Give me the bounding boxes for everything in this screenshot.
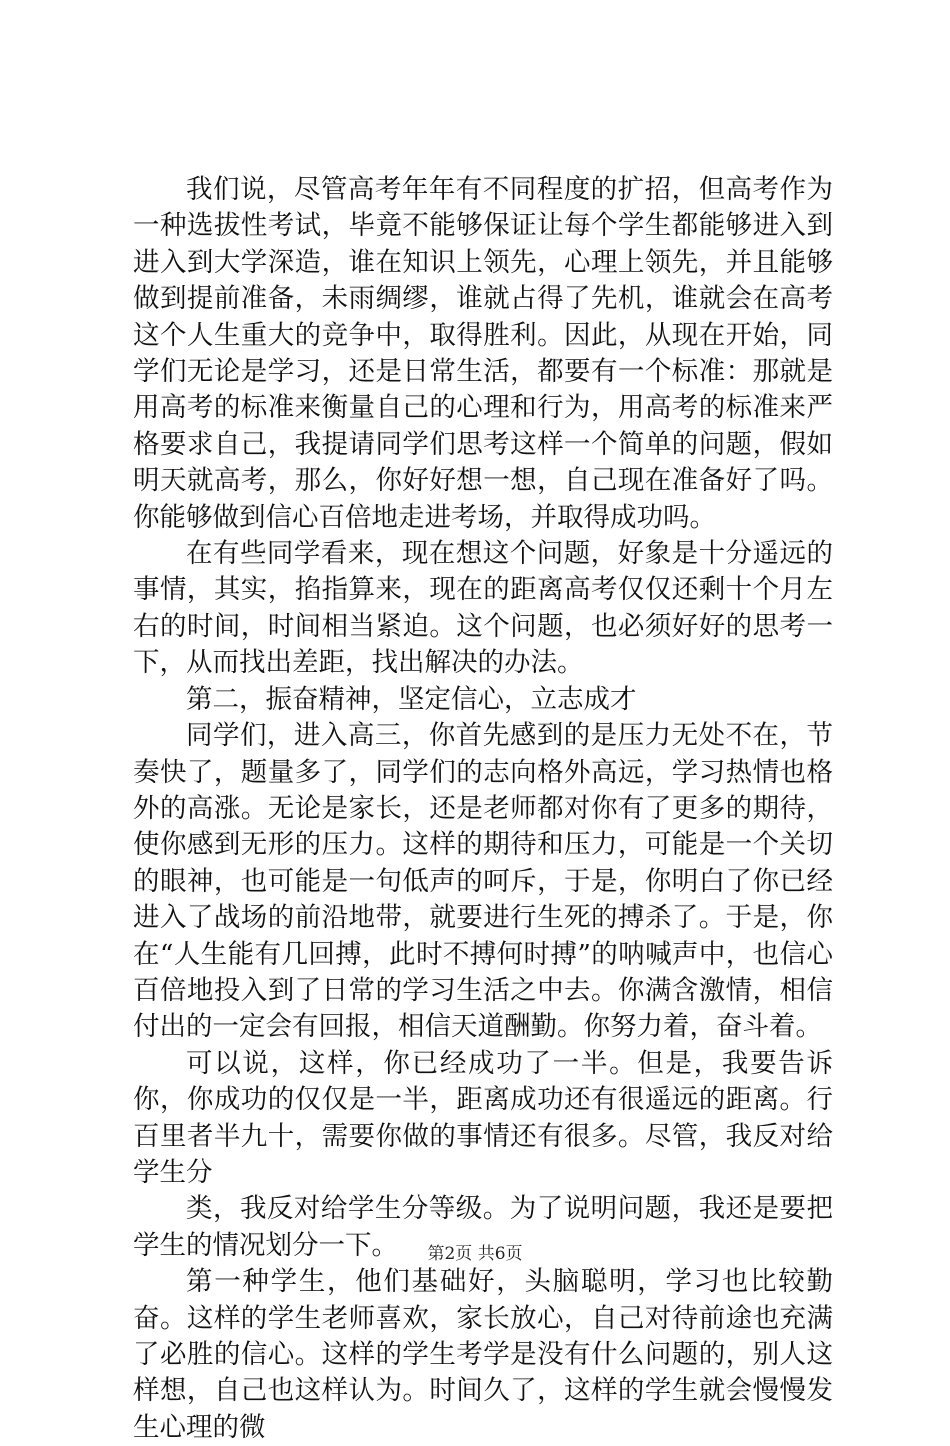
page-number-footer: 第2页 共6页 <box>427 1244 523 1264</box>
section-heading-second: 第二，振奋精神，坚定信心，立志成才 <box>186 683 637 715</box>
paragraph-gaokao-competition: 我们说，尽管高考年年有不同程度的扩招，但高考作为一种选拔性考试，毕竟不能够保证让每个学生都能够进入到进入到大学深造，谁在知识上领先，心理上领先，并且能够做到提前准备，未雨绸缪，谁就占得了先机，谁就会在高考这个人生重大的竞争中，取得胜利。因此，从现在开始，同学们无论是学习，还是日常生活，都要有一个标准：那就是用高考的标准来衡量自己的心理和行为，用高考的标准来严格要求自己，我提请同学们思考这样一个简单的问题，假如明天就高考，那么，你好好想一想，自己现在准备好了吗。你能够做到信心百倍地走进考场，并取得成功吗。 <box>133 174 833 533</box>
paragraph-classify-students: 类，我反对给学生分等级。为了说明问题，我还是要把学生的情况划分一下。 <box>133 1193 833 1261</box>
paragraph-half-success: 可以说，这样，你已经成功了一半。但是，我要告诉你，你成功的仅仅是一半，距离成功还有很遥远的距离。行百里者半九十，需要你做的事情还有很多。尽管，我反对给学生分 <box>133 1047 833 1188</box>
paragraph-senior-three-pressure: 同学们，进入高三，你首先感到的是压力无处不在，节奏快了，题量多了，同学们的志向格外高远，学习热情也格外的高涨。无论是家长，还是老师都对你有了更多的期待，使你感到无形的压力。这样的期待和压力，可能是一个关切的眼神，也可能是一句低声的呵斥，于是，你明白了你已经进入了战场的前沿地带，就要进行生死的搏杀了。于是，你在“人生能有几回搏，此时不搏何时搏”的呐喊声中，也信心百倍地投入到了日常的学习生活之中去。你满含激情，相信付出的一定会有回报，相信天道酬勤。你努力着，奋斗着。 <box>133 720 833 1043</box>
paragraph-time-urgency: 在有些同学看来，现在想这个问题，好象是十分遥远的事情，其实，掐指算来，现在的距离高考仅仅还剩十个月左右的时间，时间相当紧迫。这个问题，也必须好好的思考一下，从而找出差距，找出解决的办法。 <box>133 538 833 679</box>
paragraph-first-type-students: 第一种学生，他们基础好，头脑聪明，学习也比较勤奋。这样的学生老师喜欢，家长放心，自己对待前途也充满了必胜的信心。这样的学生考学是没有什么问题的，别人这样想，自己也这样认为。时间久了，这样的学生就会慢慢发生心理的微 <box>133 1266 833 1443</box>
